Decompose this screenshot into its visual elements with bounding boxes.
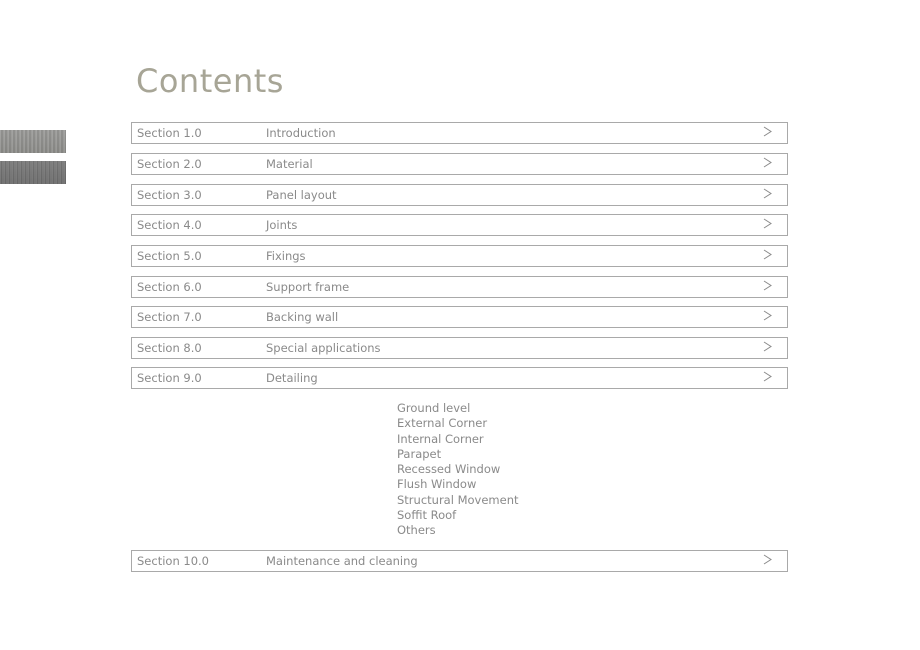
section-title: Detailing xyxy=(266,371,318,385)
detailing-item[interactable]: Ground level xyxy=(397,401,471,415)
chevron-right-icon[interactable] xyxy=(763,554,772,565)
toc-row-section-9[interactable] xyxy=(131,367,788,389)
section-title: Panel layout xyxy=(266,188,337,202)
section-number: Section 4.0 xyxy=(137,218,202,232)
toc-row-section-1[interactable] xyxy=(131,122,788,144)
detailing-item[interactable]: Structural Movement xyxy=(397,492,519,507)
section-number: Section 8.0 xyxy=(137,341,202,355)
section-title: Fixings xyxy=(266,249,306,263)
toc-row-section-3[interactable] xyxy=(131,184,788,206)
section-number: Section 7.0 xyxy=(137,310,202,324)
section-number: Section 9.0 xyxy=(137,371,202,385)
toc-row-section-4[interactable] xyxy=(131,214,788,236)
detailing-item[interactable]: Recessed Window xyxy=(397,462,501,477)
chevron-right-icon[interactable] xyxy=(763,126,772,137)
chevron-right-icon[interactable] xyxy=(763,218,772,229)
toc-row-section-7[interactable] xyxy=(131,306,788,328)
section-number: Section 6.0 xyxy=(137,280,202,294)
chevron-right-icon[interactable] xyxy=(763,341,772,352)
section-number: Section 3.0 xyxy=(137,188,202,202)
detailing-item[interactable]: Internal Corner xyxy=(397,431,484,446)
chevron-right-icon[interactable] xyxy=(763,249,772,260)
chevron-right-icon[interactable] xyxy=(763,188,772,199)
section-number: Section 2.0 xyxy=(137,157,202,171)
material-swatch-dark xyxy=(0,161,66,184)
chevron-right-icon[interactable] xyxy=(763,371,772,382)
section-title: Backing wall xyxy=(266,310,339,324)
toc-row-section-5[interactable] xyxy=(131,245,788,267)
detailing-item[interactable]: Soffit Roof xyxy=(397,508,457,523)
detailing-item[interactable]: Flush Window xyxy=(397,477,477,492)
detailing-item[interactable]: Parapet xyxy=(397,446,442,461)
chevron-right-icon[interactable] xyxy=(763,157,772,168)
section-title: Introduction xyxy=(266,126,336,140)
page-title: Contents xyxy=(136,62,284,100)
section-title: Special applications xyxy=(266,341,381,355)
section-title: Maintenance and cleaning xyxy=(266,554,418,568)
toc-row-section-10[interactable] xyxy=(131,550,788,572)
section-number: Section 10.0 xyxy=(137,554,209,568)
chevron-right-icon[interactable] xyxy=(763,280,772,291)
section-title: Support frame xyxy=(266,280,350,294)
detailing-item[interactable]: External Corner xyxy=(397,416,488,431)
toc-row-section-2[interactable] xyxy=(131,153,788,175)
material-swatch-light xyxy=(0,130,66,153)
section-title: Material xyxy=(266,157,313,171)
section-number: Section 1.0 xyxy=(137,126,202,140)
detailing-sublist xyxy=(397,401,519,539)
toc-row-section-6[interactable] xyxy=(131,276,788,298)
chevron-right-icon[interactable] xyxy=(763,310,772,321)
section-number: Section 5.0 xyxy=(137,249,202,263)
detailing-item[interactable]: Others xyxy=(397,523,436,538)
toc-row-section-8[interactable] xyxy=(131,337,788,359)
section-title: Joints xyxy=(266,218,298,232)
